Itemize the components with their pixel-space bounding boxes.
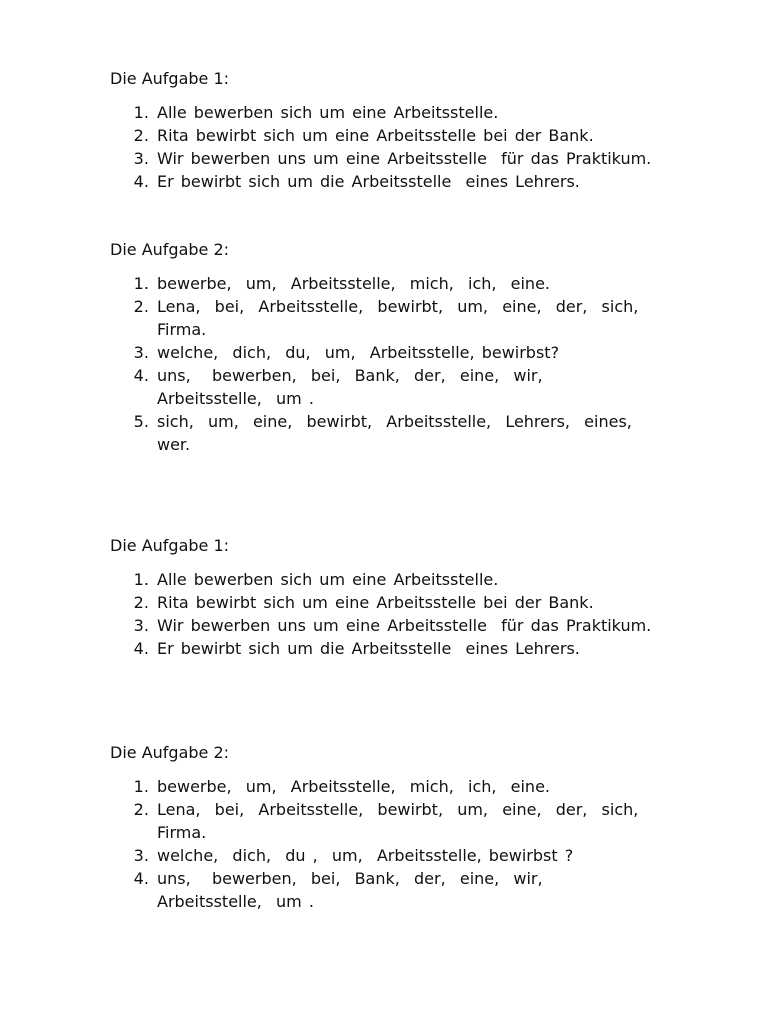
list-item: 4. Er bewirbt sich um die Arbeitsstelle eines Lehrers. (156, 637, 710, 660)
list-item: 1. Alle bewerben sich um eine Arbeitsstelle. (156, 101, 710, 124)
sentence-list (110, 101, 710, 193)
list-item: 4. Er bewirbt sich um die Arbeitsstelle eines Lehrers. (156, 170, 710, 193)
list-item: 4. uns, bewerben, bei, Bank, der, eine, wir, Arbeitsstelle, um . (156, 867, 710, 913)
list-item: 3. welche, dich, du , um, Arbeitsstelle, bewirbst ? (156, 844, 710, 867)
list-item: 3. Wir bewerben uns um eine Arbeitsstelle für das Praktikum. (156, 147, 710, 170)
list-item: 2. Rita bewirbt sich um eine Arbeitsstelle bei der Bank. (156, 591, 710, 614)
exercise-section-4 (110, 743, 710, 913)
list-item: 1. Alle bewerben sich um eine Arbeitsstelle. (156, 568, 710, 591)
list-item: 2. Rita bewirbt sich um eine Arbeitsstelle bei der Bank. (156, 124, 710, 147)
exercise-section-1 (110, 69, 710, 193)
section-title: Die Aufgabe 1: (110, 69, 230, 88)
list-item: 2. Lena, bei, Arbeitsstelle, bewirbt, um, eine, der, sich, Firma. (156, 798, 710, 844)
sentence-list (110, 568, 710, 660)
section-title: Die Aufgabe 2: (110, 240, 230, 259)
list-item: 1. bewerbe, um, Arbeitsstelle, mich, ich, eine. (156, 272, 710, 295)
exercise-section-3 (110, 536, 710, 660)
exercise-section-2 (110, 240, 710, 456)
word-list (110, 272, 710, 456)
section-title: Die Aufgabe 1: (110, 536, 230, 555)
word-list (110, 775, 710, 913)
list-item: 2. Lena, bei, Arbeitsstelle, bewirbt, um, eine, der, sich, Firma. (156, 295, 710, 341)
list-item: 3. Wir bewerben uns um eine Arbeitsstelle für das Praktikum. (156, 614, 710, 637)
list-item: 5. sich, um, eine, bewirbt, Arbeitsstelle, Lehrers, eines, wer. (156, 410, 710, 456)
list-item: 3. welche, dich, du, um, Arbeitsstelle, bewirbst? (156, 341, 710, 364)
section-title: Die Aufgabe 2: (110, 743, 230, 762)
list-item: 4. uns, bewerben, bei, Bank, der, eine, wir, Arbeitsstelle, um . (156, 364, 710, 410)
list-item: 1. bewerbe, um, Arbeitsstelle, mich, ich, eine. (156, 775, 710, 798)
